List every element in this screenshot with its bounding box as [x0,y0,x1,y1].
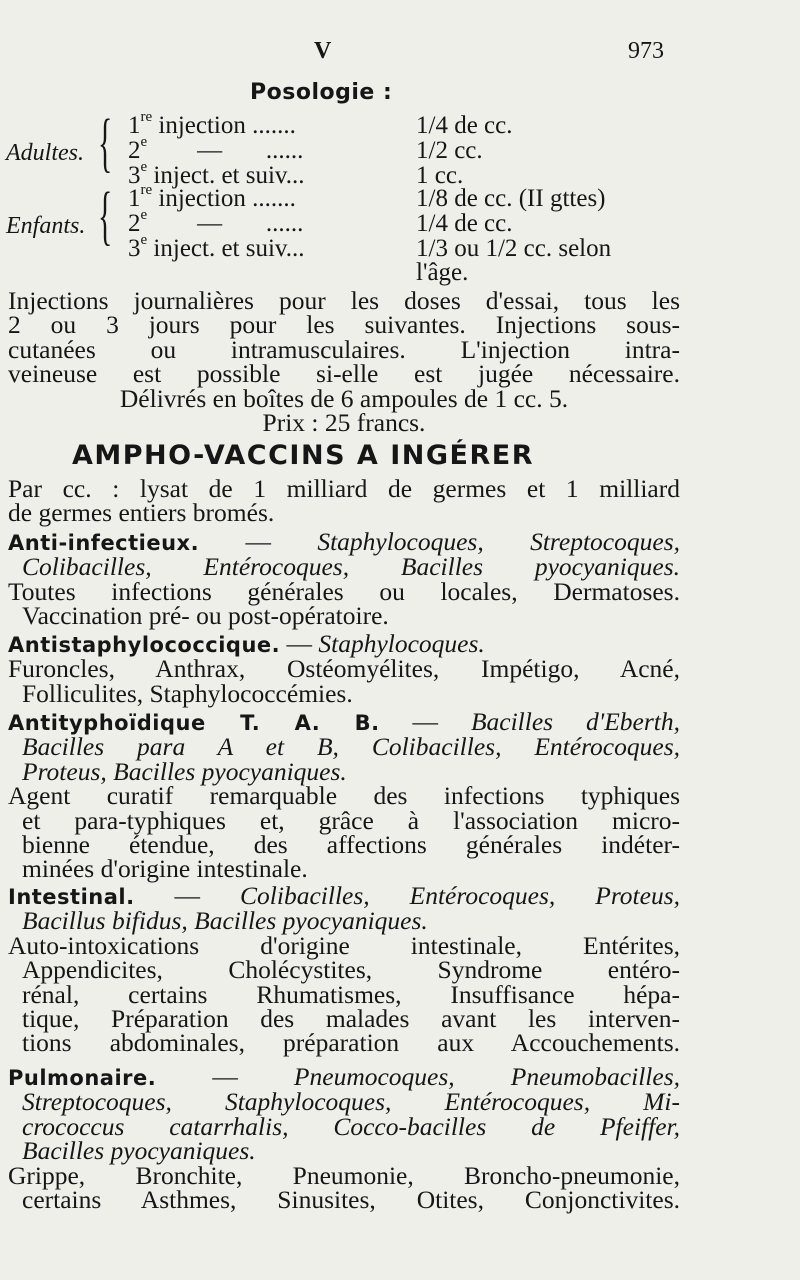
adults-dose-2: 1/2 cc. [416,137,483,164]
children-dose-2: 1/4 de cc. [416,210,513,237]
children-brace: { [98,179,113,252]
children-dose-3: 1/3 ou 1/2 cc. selon [416,235,612,262]
adults-dose-1: 1/4 de cc. [416,112,513,139]
entry-anti-infectieux: Anti-infectieux. — Staphylocoques, Streptocoques, Colibacilles, Entérocoques, Bacilles pyocyaniques. Toutes infections générales ou locales, Dermatoses. Vaccination pré- ou post-opératoire. [8,527,680,631]
adults-dose-3: 1 cc. [416,162,464,189]
entry-heading: Anti-infectieux. [8,531,200,555]
entry-heading: Intestinal. [8,885,135,909]
ampho-composition: Par cc. : lysat de 1 milliard de germes et 1 milliard de germes entiers bromés. [8,474,680,528]
delivery-text: Délivrés en boîtes de 6 ampoules de 1 cc. 5. [119,383,569,413]
children-row-1: 1re injection ....... [128,182,296,212]
adults-row-3: 3e inject. et suiv... [128,159,305,189]
children-dose-1: 1/8 de cc. (II gttes) [416,185,606,212]
entry-heading: Antistaphylococcique. [8,633,281,657]
children-dose-3-cont: l'âge. [416,259,469,286]
children-row-3: 3e inject. et suiv... [128,232,305,262]
entry-antityphoidique: Antityphoïdique T. A. B. — Bacilles d'Eberth, Bacilles para A et B, Colibacilles, Entérocoques, Proteus, Bacilles pyocyaniques. Agent curatif remarquable des infections typhiques et para-typhiques et, grâce à l'association micro- bienne étendue, des affections générales indéter- minées d'origine intestinale. [8,707,680,884]
adults-row-1: 1re injection ....... [128,109,296,139]
page-number: 973 [628,38,664,64]
children-label: Enfants. [6,213,86,239]
entry-heading: Pulmonaire. [8,1066,157,1090]
children-row-2: 2e — ...... [128,207,304,237]
ampho-section-title: AMPHO-VACCINS A INGÉRER [72,440,534,471]
entry-pulmonaire: Pulmonaire. — Pneumocoques, Pneumobacilles, Streptocoques, Staphylocoques, Entérocoques, Mi- crococcus catarrhalis, Cocco-bacilles de Pfeiffer, Bacilles pyocyaniques. Grippe, Bronchite, Pneumonie, Broncho-pneumonie, certains Asthmes, Sinusites, Otites, Conjonctivites. [8,1062,680,1215]
entry-antistaphylococcique: Antistaphylococcique. — Staphylocoques. Furoncles, Anthrax, Ostéomyélites, Impétigo, Acné, Folliculites, Staphylococcémies. [8,629,680,708]
adults-brace: { [98,106,113,179]
price-text: Prix : 25 francs. [262,408,426,438]
running-head-letter: V [314,38,332,64]
adults-label: Adultes. [6,140,84,166]
injection-notes: Injections journalières pour les doses d'essai, tous les 2 ou 3 jours pour les suivantes. Injections sous- cutanées ou intramusculaires. L'injection intra- veineuse est possible si-elle est jugée nécessaire. Délivrés en boîtes de 6 ampoules de 1 cc. 5. Prix : 25 francs. [8,286,680,438]
entry-intestinal: Intestinal. — Colibacilles, Entérocoques, Proteus, Bacillus bifidus, Bacilles pyocyaniques. Auto-intoxications d'origine intestinale, Entérites, Appendicites, Cholécystites, Syndrome entéro- rénal, certains Rhumatismes, Insuffisance hépa- tique, Préparation des malades avant les interven- tions abdominales, préparation aux Accouchements. [8,881,680,1058]
adults-row-2: 2e — ...... [128,134,304,164]
posologie-heading: Posologie : [250,80,393,105]
entry-heading: Antityphoïdique T. A. B. [8,711,380,735]
